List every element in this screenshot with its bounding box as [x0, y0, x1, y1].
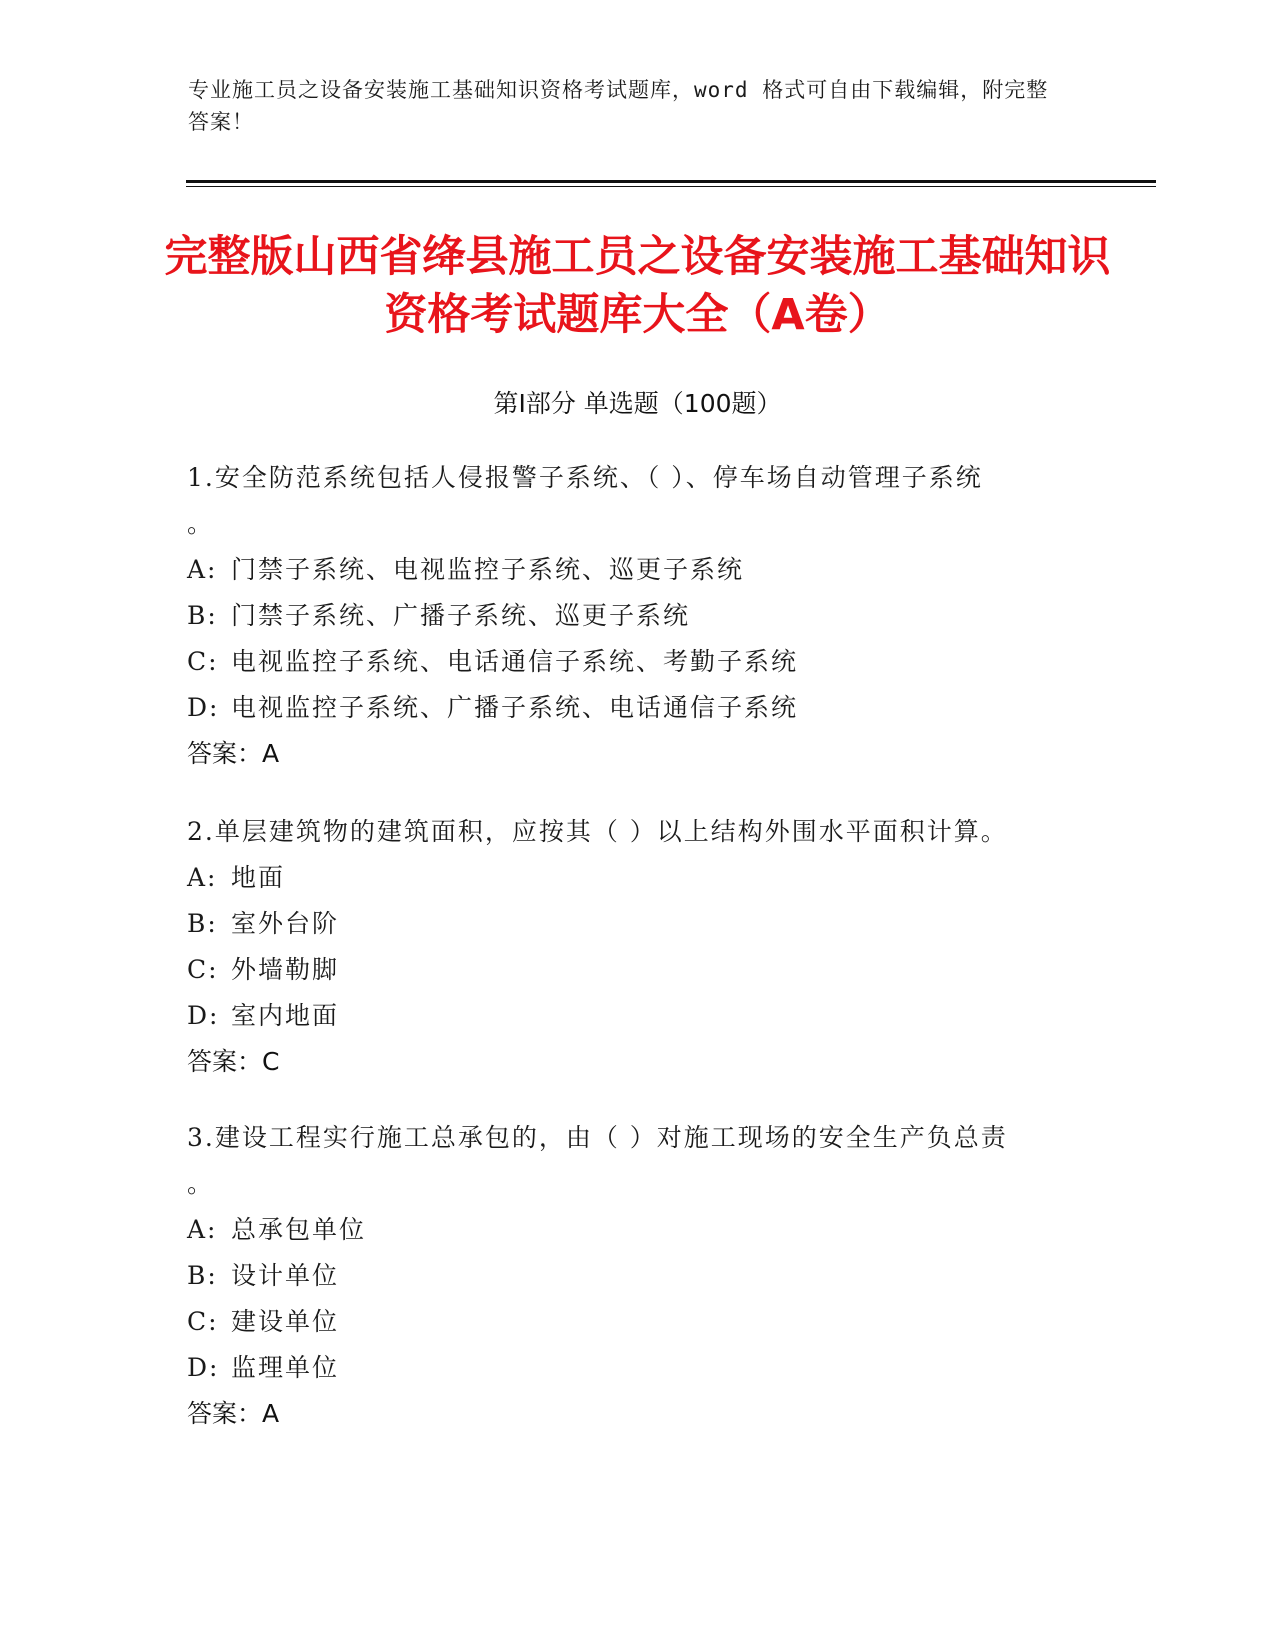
document-title: 完整版山西省绛县施工员之设备安装施工基础知识资格考试题库大全（A卷） — [164, 232, 1111, 340]
option-letter: B: — [187, 1261, 218, 1290]
option-letter: B: — [187, 601, 218, 630]
answer: 答案：C — [187, 1047, 280, 1076]
question-text — [187, 455, 1087, 547]
option-letter: C: — [187, 955, 219, 984]
option-letter: D: — [187, 693, 220, 722]
question-text-continuation: 。 — [187, 509, 215, 538]
header-note: 专业施工员之设备安装施工基础知识资格考试题库，word 格式可自由下载编辑，附完整答案！ — [188, 78, 1049, 134]
option-a — [187, 1207, 1087, 1253]
option-b — [187, 901, 1087, 947]
option-text: 监理单位 — [231, 1353, 340, 1382]
question-2 — [187, 809, 1087, 1085]
option-letter: B: — [187, 909, 218, 938]
section-title: 第Ⅰ部分 单选题（100题） — [493, 389, 782, 418]
option-d — [187, 993, 1087, 1039]
question-text — [187, 1115, 1087, 1207]
option-text: 电视监控子系统、电话通信子系统、考勤子系统 — [231, 647, 799, 676]
option-text: 建设单位 — [231, 1307, 340, 1336]
option-d — [187, 685, 1087, 731]
header-divider-thick — [186, 180, 1156, 183]
option-d — [187, 1345, 1087, 1391]
question-text-main: 1.安全防范系统包括人侵报警子系统、（ ）、停车场自动管理子系统 — [187, 463, 983, 492]
option-text: 电视监控子系统、广播子系统、电话通信子系统 — [231, 693, 799, 722]
option-text: 地面 — [231, 863, 286, 892]
option-a — [187, 547, 1087, 593]
option-c — [187, 1299, 1087, 1345]
option-text: 设计单位 — [231, 1261, 340, 1290]
option-letter: C: — [187, 647, 219, 676]
question-3 — [187, 1115, 1087, 1437]
question-text-continuation: 。 — [187, 1169, 215, 1198]
option-letter: D: — [187, 1001, 220, 1030]
option-b — [187, 593, 1087, 639]
option-a — [187, 855, 1087, 901]
question-text — [187, 809, 1087, 855]
option-letter: A: — [187, 555, 218, 584]
option-letter: C: — [187, 1307, 219, 1336]
option-text: 室内地面 — [231, 1001, 340, 1030]
option-c — [187, 639, 1087, 685]
option-text: 外墙勒脚 — [231, 955, 340, 984]
option-text: 总承包单位 — [231, 1215, 367, 1244]
option-text: 门禁子系统、广播子系统、巡更子系统 — [231, 601, 691, 630]
question-text-main: 3.建设工程实行施工总承包的，由（ ）对施工现场的安全生产负总责 — [187, 1123, 1008, 1152]
option-c — [187, 947, 1087, 993]
question-1 — [187, 455, 1087, 777]
option-letter: A: — [187, 1215, 218, 1244]
option-text: 门禁子系统、电视监控子系统、巡更子系统 — [231, 555, 745, 584]
option-b — [187, 1253, 1087, 1299]
option-text: 室外台阶 — [231, 909, 340, 938]
option-letter: D: — [187, 1353, 220, 1382]
header-divider-thin — [186, 186, 1156, 187]
question-text-main: 2.单层建筑物的建筑面积，应按其（ ）以上结构外围水平面积计算。 — [187, 817, 1008, 846]
answer: 答案：A — [187, 739, 280, 768]
answer: 答案：A — [187, 1399, 280, 1428]
option-letter: A: — [187, 863, 218, 892]
